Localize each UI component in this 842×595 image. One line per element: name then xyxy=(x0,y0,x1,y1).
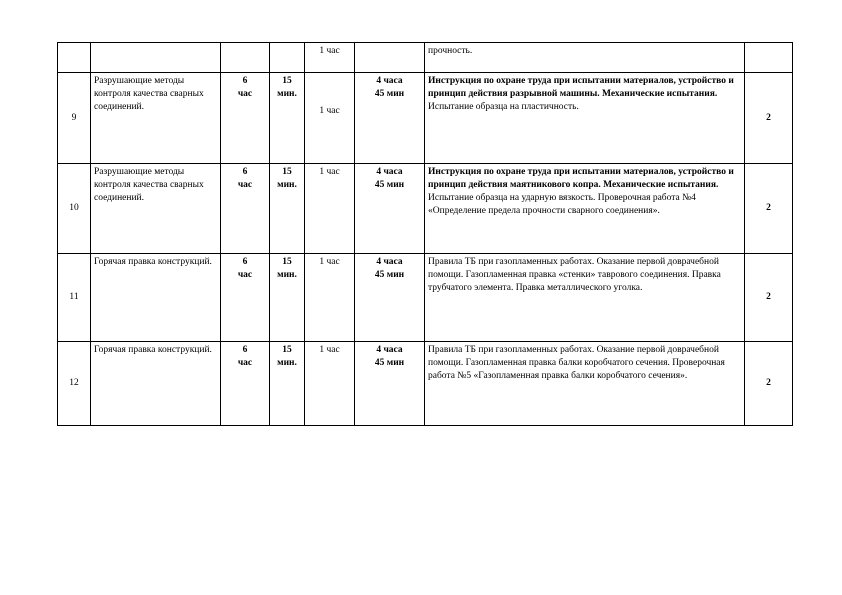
content-bold: Инструкция по охране труда при испытании материалов, устройство и принцип действия разрывной машины. Механические испытания. xyxy=(428,76,734,99)
total-hours: 4 часа xyxy=(376,167,403,177)
grade-cell xyxy=(745,43,793,73)
minutes-unit: мин. xyxy=(277,358,297,368)
hours-cell xyxy=(221,73,270,164)
minutes-cell xyxy=(270,43,305,73)
ticket-cell xyxy=(305,73,355,164)
ticket-cell: 1 час xyxy=(305,254,355,342)
total-hours: 4 часа xyxy=(376,257,403,267)
topic-cell: Горячая правка конструкций. xyxy=(91,342,221,426)
grade-cell: 2 xyxy=(745,254,793,342)
hours-value: 6 xyxy=(242,345,248,355)
total-minutes: 45 мин xyxy=(374,358,405,368)
minutes-cell xyxy=(270,164,305,254)
topic-cell xyxy=(91,43,221,73)
grade-cell: 2 xyxy=(745,73,793,164)
hours-value: 6 xyxy=(242,76,248,86)
content-cell: прочность. xyxy=(425,43,745,73)
lesson-plan-table xyxy=(57,42,793,426)
table-row xyxy=(58,43,793,73)
row-number: 9 xyxy=(58,73,91,164)
total-hours: 4 часа xyxy=(376,76,403,86)
total-cell xyxy=(355,342,425,426)
hours-value: 6 xyxy=(242,167,248,177)
content-text: Испытание образца на пластичность. xyxy=(428,102,579,112)
total-minutes: 45 мин xyxy=(374,270,405,280)
content-cell xyxy=(425,73,745,164)
minutes-unit: мин. xyxy=(277,180,297,190)
table-row xyxy=(58,164,793,254)
num-cell xyxy=(58,43,91,73)
topic-cell: Разрушающие методы контроля качества сварных соединений. xyxy=(91,73,221,164)
hours-unit: час xyxy=(237,89,253,99)
row-number: 11 xyxy=(58,254,91,342)
ticket-cell: 1 час xyxy=(305,43,355,73)
minutes-unit: мин. xyxy=(277,270,297,280)
total-hours: 4 часа xyxy=(376,345,403,355)
minutes-cell xyxy=(270,342,305,426)
ticket-cell: 1 час xyxy=(305,342,355,426)
content-text: Испытание образца на ударную вязкость. Проверочная работа №4 «Определение предела прочности сварного соединения». xyxy=(428,193,696,216)
topic-cell: Разрушающие методы контроля качества сварных соединений. xyxy=(91,164,221,254)
content-cell xyxy=(425,164,745,254)
total-cell xyxy=(355,73,425,164)
grade-cell: 2 xyxy=(745,342,793,426)
hours-cell xyxy=(221,342,270,426)
table-row xyxy=(58,342,793,426)
total-minutes: 45 мин xyxy=(374,89,405,99)
row-number: 10 xyxy=(58,164,91,254)
content-cell xyxy=(425,342,745,426)
total-cell xyxy=(355,43,425,73)
hours-cell xyxy=(221,164,270,254)
minutes-value: 15 xyxy=(282,345,292,355)
total-minutes: 45 мин xyxy=(374,180,405,190)
content-bold: Инструкция по охране труда при испытании материалов, устройство и принцип действия маятникового копра. Механические испытания. xyxy=(428,167,734,190)
minutes-value: 15 xyxy=(282,257,292,267)
hours-unit: час xyxy=(237,180,253,190)
minutes-unit: мин. xyxy=(277,89,297,99)
hours-value: 6 xyxy=(242,257,248,267)
row-number: 12 xyxy=(58,342,91,426)
total-cell xyxy=(355,254,425,342)
content-text: Правила ТБ при газопламенных работах. Оказание первой доврачебной помощи. Газопламенная правка «стенки» таврового соединения. Правка трубчатого элемента. Правка металлического уголка. xyxy=(428,257,721,293)
hours-cell xyxy=(221,254,270,342)
ticket-value: 1 час xyxy=(319,106,340,116)
content-text: Правила ТБ при газопламенных работах. Оказание первой доврачебной помощи. Газопламенная правка балки коробчатого сечения. Проверочная работа №5 «Газопламенная правка балки коробчатого сечения». xyxy=(428,345,725,381)
minutes-value: 15 xyxy=(282,167,292,177)
grade-cell: 2 xyxy=(745,164,793,254)
minutes-cell xyxy=(270,254,305,342)
minutes-value: 15 xyxy=(282,76,292,86)
content-cell xyxy=(425,254,745,342)
table-row xyxy=(58,73,793,164)
hours-cell xyxy=(221,43,270,73)
minutes-cell xyxy=(270,73,305,164)
total-cell xyxy=(355,164,425,254)
topic-cell: Горячая правка конструкций. xyxy=(91,254,221,342)
hours-unit: час xyxy=(237,270,253,280)
ticket-cell: 1 час xyxy=(305,164,355,254)
table-row xyxy=(58,254,793,342)
hours-unit: час xyxy=(237,358,253,368)
